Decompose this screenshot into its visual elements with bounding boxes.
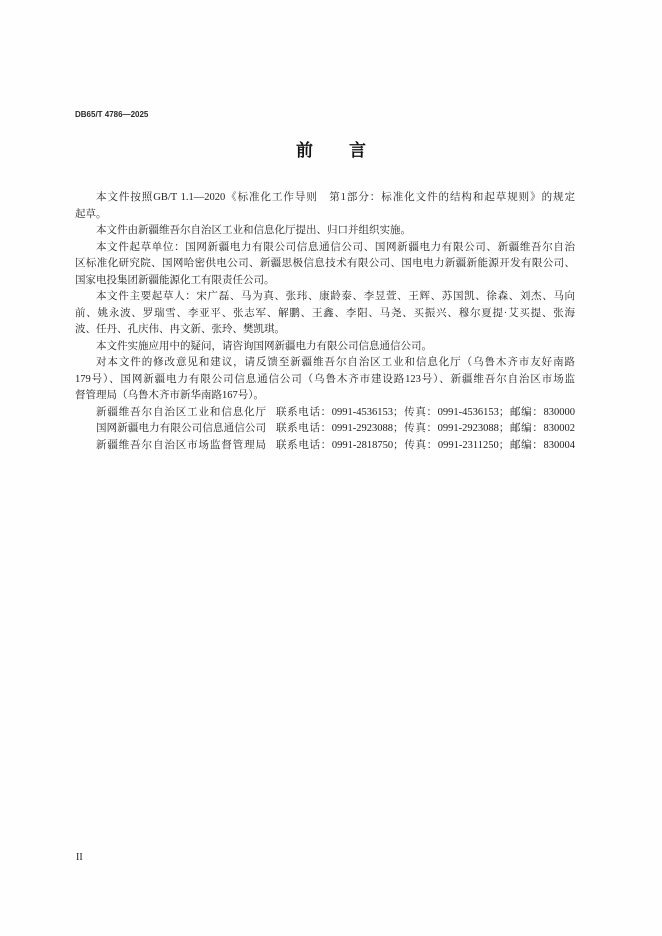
page-number: II xyxy=(76,852,83,863)
paragraph-drafters xyxy=(75,289,575,339)
contact-row xyxy=(75,405,575,422)
paragraph-line: 本文件主要起草人：宋广磊、马为真、张玮、康龄泰、李昱萱、王辉、苏国凯、徐森、刘杰、马向 xyxy=(96,291,575,302)
paragraph-drafting-rules xyxy=(75,190,575,223)
contact-organization: 新疆维吾尔自治区市场监督管理局 xyxy=(96,439,266,451)
contact-details: 联系电话：0991-2923088；传真：0991-2923088；邮编：830002 xyxy=(276,423,575,434)
foreword-body xyxy=(75,190,575,454)
contact-list xyxy=(75,405,575,455)
paragraph-drafting-units xyxy=(75,240,575,290)
paragraph-line: 督管理局（乌鲁木齐市新华南路167号）。 xyxy=(75,390,264,401)
contact-organization: 新疆维吾尔自治区工业和信息化厅 xyxy=(96,406,266,418)
page-title: 前 言 xyxy=(296,141,376,160)
paragraph-line: 179号）、国网新疆电力有限公司信息通信公司（乌鲁木齐市建设路123号）、新疆维吾尔自治区市场监 xyxy=(75,373,575,385)
contact-details: 联系电话：0991-4536153；传真：0991-4536153；邮编：830000 xyxy=(276,406,575,418)
paragraph-line: 前、姚永波、罗瑞雪、李亚平、张志军、解鹏、王鑫、李阳、马尧、买振兴、穆尔夏提·艾买提、张海 xyxy=(75,307,575,319)
paragraph-feedback xyxy=(75,355,575,405)
contact-organization: 国网新疆电力有限公司信息通信公司 xyxy=(96,423,266,434)
contact-details: 联系电话：0991-2818750；传真：0991-2311250；邮编：830004 xyxy=(276,439,575,451)
contact-row xyxy=(75,438,575,455)
paragraph-line: 本文件实施应用中的疑问，请咨询国网新疆电力有限公司信息通信公司。 xyxy=(96,340,432,352)
standard-number: DB65/T 4786—2025 xyxy=(75,110,149,119)
paragraph-line: 对本文件的修改意见和建议，请反馈至新疆维吾尔自治区工业和信息化厅（乌鲁木齐市友好南路 xyxy=(96,357,575,368)
paragraph-line: 本文件按照GB/T 1.1—2020《标准化工作导则 第1部分：标准化文件的结构和起草规则》的规定 xyxy=(96,192,575,203)
paragraph-line: 本文件由新疆维吾尔自治区工业和信息化厅提出、归口并组织实施。 xyxy=(96,225,411,236)
paragraph-proposer xyxy=(75,223,575,240)
contact-row xyxy=(75,421,575,438)
paragraph-inquiries xyxy=(75,339,575,356)
paragraph-line: 国家电投集团新疆能源化工有限责任公司。 xyxy=(75,274,275,286)
paragraph-line: 本文件起草单位：国网新疆电力有限公司信息通信公司、国网新疆电力有限公司、新疆维吾尔自治 xyxy=(96,241,575,253)
paragraph-line: 起草。 xyxy=(75,208,107,220)
paragraph-line: 区标准化研究院、国网哈密供电公司、新疆思极信息技术有限公司、国电电力新疆新能源开发有限公司、 xyxy=(75,258,575,269)
paragraph-line: 波、任丹、孔庆伟、冉文新、张玲、樊凯琪。 xyxy=(75,324,285,335)
